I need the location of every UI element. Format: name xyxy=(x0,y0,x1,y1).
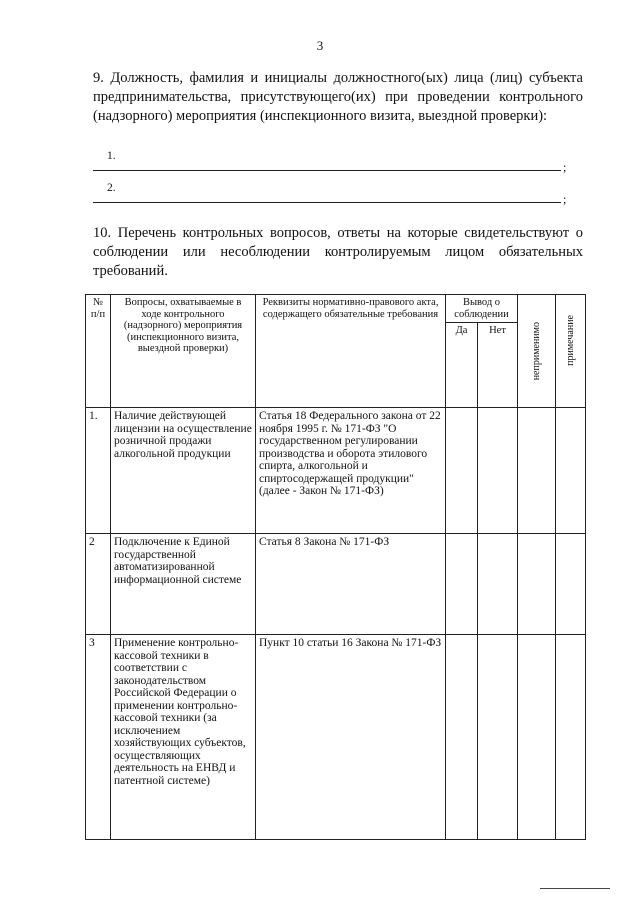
table-row xyxy=(86,408,586,534)
cell-no xyxy=(478,534,518,635)
fill-in-rule xyxy=(93,202,561,203)
cell-not-applicable xyxy=(518,408,556,534)
header-note-label: примечание xyxy=(564,315,576,366)
cell-note xyxy=(556,408,586,534)
checklist-table xyxy=(85,294,586,840)
row-requisite: Пункт 10 статьи 16 Закона № 171-ФЗ xyxy=(256,635,446,840)
line-end-mark: ; xyxy=(563,192,567,206)
row-number: 1. xyxy=(86,408,111,534)
table-row xyxy=(86,534,586,635)
row-question: Подключение к Единой государственной автоматизированной информационной системе xyxy=(111,534,256,635)
cell-yes xyxy=(446,534,478,635)
cell-note xyxy=(556,534,586,635)
header-note xyxy=(556,295,586,408)
cell-yes xyxy=(446,635,478,840)
row-requisite: Статья 8 Закона № 171-ФЗ xyxy=(256,534,446,635)
row-question: Наличие действующей лицензии на осуществление розничной продажи алкогольной продукции xyxy=(111,408,256,534)
cell-no xyxy=(478,635,518,840)
section-9-paragraph: 9. Должность, фамилия и инициалы должностного(ых) лица (лиц) субъекта предпринимательства, присутствующего(их) при проведении контрольного (надзорного) мероприятия (инспекционного визита, выездной проверки): xyxy=(93,70,583,124)
fill-in-rule xyxy=(93,170,561,171)
cell-not-applicable xyxy=(518,534,556,635)
header-conclusion: Вывод о соблюдении xyxy=(446,295,518,323)
cell-yes xyxy=(446,408,478,534)
header-no: Нет xyxy=(478,323,518,408)
signature-line-number: 2. xyxy=(107,182,116,194)
header-not-applicable-label: неприменимо xyxy=(530,321,542,381)
line-end-mark: ; xyxy=(563,160,567,174)
header-not-applicable xyxy=(518,295,556,408)
footer-rule xyxy=(540,888,610,889)
row-requisite: Статья 18 Федерального закона от 22 ноября 1995 г. № 171-ФЗ "О государственном регулировании производства и оборота этилового спирта, алкогольной и спиртосодержащей продукции" (далее - Закон № 171-ФЗ) xyxy=(256,408,446,534)
header-questions: Вопросы, охватываемые в ходе контрольного (надзорного) мероприятия (инспекционного визита, выездной проверки) xyxy=(111,295,256,408)
row-question: Применение контрольно-кассовой техники в соответствии с законодательством Российской Федерации о применении контрольно-кассовой техники (за исключением хозяйствующих субъектов, осуществляющих деятельность на ЕНВД и патентной системе) xyxy=(111,635,256,840)
cell-note xyxy=(556,635,586,840)
header-requisites: Реквизиты нормативно-правового акта, содержащего обязательные требования xyxy=(256,295,446,408)
row-number: 2 xyxy=(86,534,111,635)
header-num: № п/п xyxy=(86,295,111,408)
cell-no xyxy=(478,408,518,534)
signature-line-number: 1. xyxy=(107,150,116,162)
row-number: 3 xyxy=(86,635,111,840)
section-10-paragraph: 10. Перечень контрольных вопросов, ответы на которые свидетельствуют о соблюдении или несоблюдении контролируемым лицом обязательных требований. xyxy=(93,225,583,279)
header-yes: Да xyxy=(446,323,478,408)
table-header-row xyxy=(86,295,586,323)
cell-not-applicable xyxy=(518,635,556,840)
page-number: 3 xyxy=(316,38,324,53)
table-row xyxy=(86,635,586,840)
